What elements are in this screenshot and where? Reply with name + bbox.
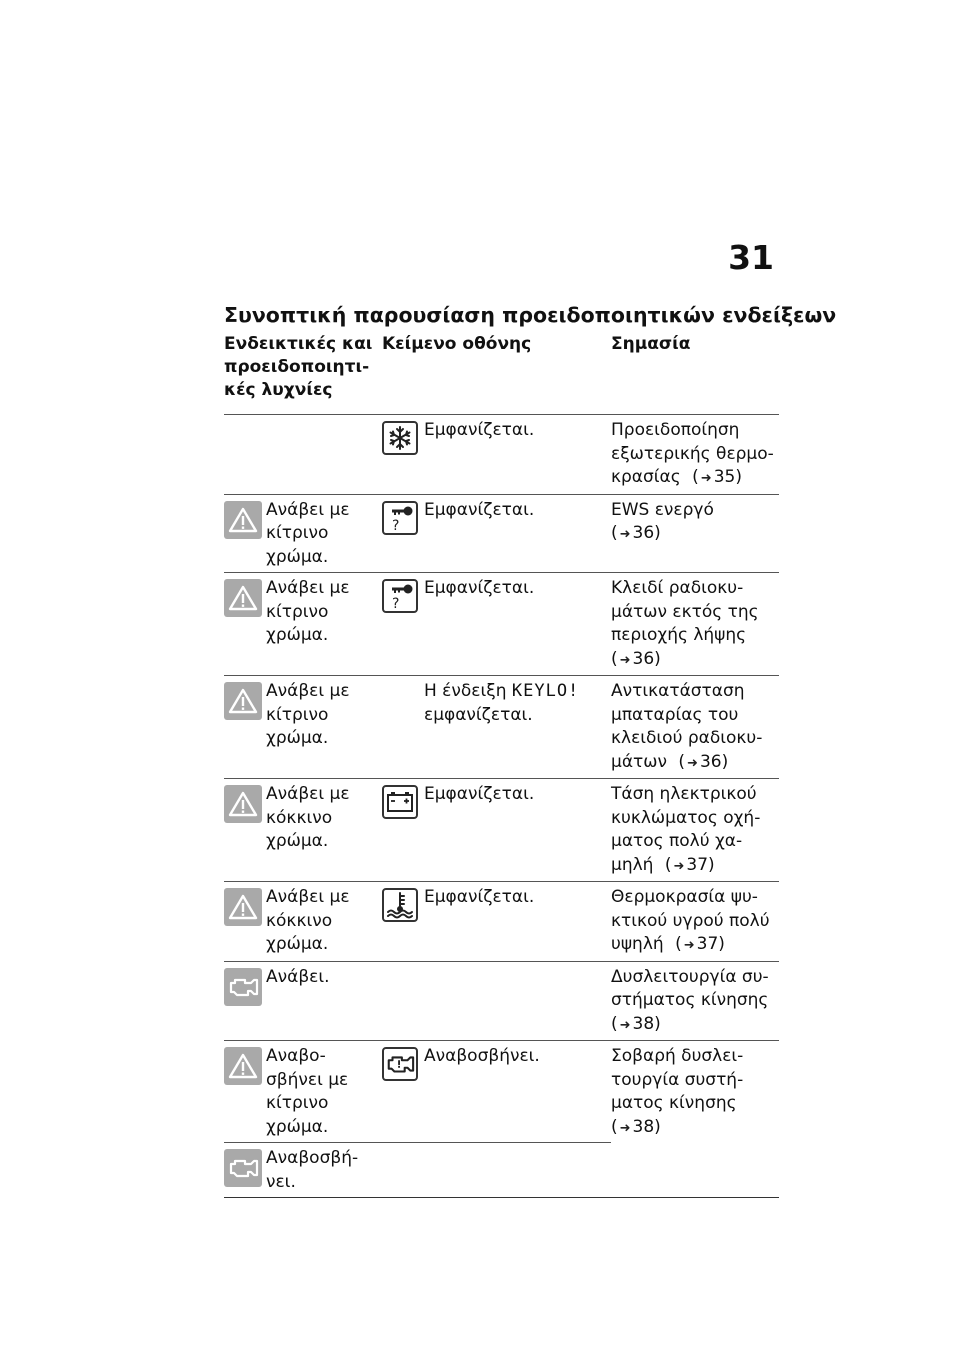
warnings-table xyxy=(224,332,779,1198)
warning-triangle-icon xyxy=(224,1047,262,1085)
display-text: Εμφανίζεται. xyxy=(424,499,535,520)
page-reference[interactable]: 38) xyxy=(632,1013,661,1034)
table-row xyxy=(224,494,779,573)
lamp-cell xyxy=(224,1041,382,1143)
meaning-text: Τάση ηλεκτρικού κυκλώματος οχή-ματος πολύ χα-μηλή xyxy=(611,784,761,875)
table-row xyxy=(224,415,779,495)
reference-arrow-icon: ➜ xyxy=(687,755,698,771)
display-text: Εμφανίζεται. xyxy=(424,420,535,440)
display-text: Εμφανίζεται. xyxy=(424,578,535,598)
header-display-text: Κείμενο οθόνης xyxy=(382,334,532,354)
table-row xyxy=(224,961,779,1041)
battery-icon xyxy=(382,785,418,819)
meaning-cell: Τάση ηλεκτρικού κυκλώματος οχή-ματος πολύ χα-μηλή ( ➜ 37) xyxy=(611,779,779,882)
display-cell xyxy=(382,1041,611,1143)
display-text: Εμφανίζεται. xyxy=(424,887,535,907)
page-reference[interactable]: 36) xyxy=(632,523,661,543)
meaning-text: Αντικατάσταση μπαταρίας του κλειδιού ραδιοκυ-μάτων xyxy=(611,681,763,772)
meaning-text: Σοβαρή δυσλει-τουργία συστή-ματος κίνησης xyxy=(611,1046,744,1113)
reference-arrow-icon: ➜ xyxy=(683,938,695,953)
display-cell xyxy=(382,676,611,779)
display-text: Η ένδειξη KEYLO! εμφανίζεται. xyxy=(424,681,580,725)
warning-triangle-icon xyxy=(224,579,262,617)
page-number: 31 xyxy=(728,238,774,277)
lamp-text: Ανάβει με κίτρινο χρώμα. xyxy=(266,499,350,567)
svg-text:?: ? xyxy=(392,596,400,610)
table-row xyxy=(224,779,779,882)
display-cell xyxy=(382,573,611,676)
display-text: Αναβοσβήνει. xyxy=(424,1046,540,1066)
reference-arrow-icon: ➜ xyxy=(619,1017,631,1033)
reference-arrow-icon: ➜ xyxy=(619,1120,631,1136)
display-cell xyxy=(382,961,611,1041)
lamp-cell xyxy=(224,882,382,962)
lamp-cell xyxy=(224,676,382,779)
engine-icon xyxy=(224,968,262,1006)
reference-arrow-icon: ➜ xyxy=(619,652,631,668)
snowflake-icon xyxy=(382,421,418,455)
meaning-text: Δυσλειτουργία συ-στήματος κίνησης xyxy=(611,966,769,1010)
meaning-text: Θερμοκρασία ψυ-κτικού υγρού πολύ υψηλή xyxy=(611,887,770,954)
table-row xyxy=(224,676,779,779)
lamp-cell xyxy=(224,573,382,676)
display-cell xyxy=(382,415,611,495)
table-row xyxy=(224,882,779,962)
page-reference[interactable]: 35) xyxy=(713,467,742,487)
table-row xyxy=(224,573,779,676)
display-text: Εμφανίζεται. xyxy=(424,784,535,804)
meaning-text: EWS ενεργό xyxy=(611,499,714,520)
lamp-text: Ανάβει με κίτρινο χρώμα. xyxy=(266,681,350,748)
lamp-cell xyxy=(224,494,382,573)
warning-triangle-icon xyxy=(224,785,262,823)
page-reference[interactable]: 37) xyxy=(696,934,725,954)
lamp-text: Ανάβει με κόκκινο χρώμα. xyxy=(266,887,350,954)
lamp-cell xyxy=(224,1143,382,1198)
meaning-cell: EWS ενεργό ( ➜ 36) xyxy=(611,494,779,573)
coolant-temperature-icon xyxy=(382,888,418,922)
lamp-cell xyxy=(224,961,382,1041)
reference-arrow-icon: ➜ xyxy=(700,471,712,486)
engine-icon xyxy=(224,1149,262,1187)
warning-triangle-icon xyxy=(224,501,262,539)
display-cell xyxy=(382,494,611,573)
warning-triangle-icon xyxy=(224,682,262,720)
key-question-icon xyxy=(382,501,418,535)
meaning-cell: Αντικατάσταση μπαταρίας του κλειδιού ραδιοκυ-μάτων ( ➜ 36) xyxy=(611,676,779,779)
header-meaning: Σημασία xyxy=(611,334,691,354)
warning-triangle-icon xyxy=(224,888,262,926)
page-reference[interactable]: 38) xyxy=(632,1116,661,1137)
page-reference[interactable]: 36) xyxy=(699,751,729,772)
lamp-text: Αναβοσβή-νει. xyxy=(266,1148,359,1192)
page-reference[interactable]: 37) xyxy=(686,854,715,875)
page-title: Συνοπτική παρουσίαση προειδοποιητικών ενδείξεων xyxy=(224,303,837,327)
lamp-text: Ανάβει με κόκκινο χρώμα. xyxy=(266,784,350,851)
lamp-cell xyxy=(224,779,382,882)
meaning-cell: Θερμοκρασία ψυ-κτικού υγρού πολύ υψηλή ( ➜ 37) xyxy=(611,882,779,962)
meaning-cell: Κλειδί ραδιοκυ-μάτων εκτός της περιοχής λήψης ( ➜ 36) xyxy=(611,573,779,676)
meaning-cell: Προειδοποίηση εξωτερικής θερμο-κρασίας ( ➜ 35) xyxy=(611,415,779,495)
display-cell xyxy=(382,1143,611,1198)
meaning-cell: Δυσλειτουργία συ-στήματος κίνησης ( ➜ 38) xyxy=(611,961,779,1041)
svg-text:?: ? xyxy=(392,517,400,532)
meaning-text: Προειδοποίηση εξωτερικής θερμο-κρασίας xyxy=(611,420,774,487)
display-cell xyxy=(382,882,611,962)
display-cell xyxy=(382,779,611,882)
lamp-text: Ανάβει. xyxy=(266,966,330,987)
lamp-cell xyxy=(224,415,382,495)
table-row xyxy=(224,1041,779,1143)
page-reference[interactable]: 36) xyxy=(632,648,661,669)
reference-arrow-icon: ➜ xyxy=(619,527,631,542)
header-lamps: Ενδεικτικές και προειδοποιητι-κές λυχνίες xyxy=(224,334,373,400)
meaning-cell: Σοβαρή δυσλει-τουργία συστή-ματος κίνησης ( ➜ 38) xyxy=(611,1041,779,1198)
lamp-text: Αναβο-σβήνει με κίτρινο χρώμα. xyxy=(266,1046,349,1137)
lamp-text: Ανάβει με κίτρινο χρώμα. xyxy=(266,578,350,645)
reference-arrow-icon: ➜ xyxy=(673,858,685,874)
engine-display-icon xyxy=(382,1047,418,1081)
display-code: KEYLO! xyxy=(511,681,580,701)
meaning-text: Κλειδί ραδιοκυ-μάτων εκτός της περιοχής λήψης xyxy=(611,578,759,645)
key-question-icon xyxy=(382,579,418,613)
